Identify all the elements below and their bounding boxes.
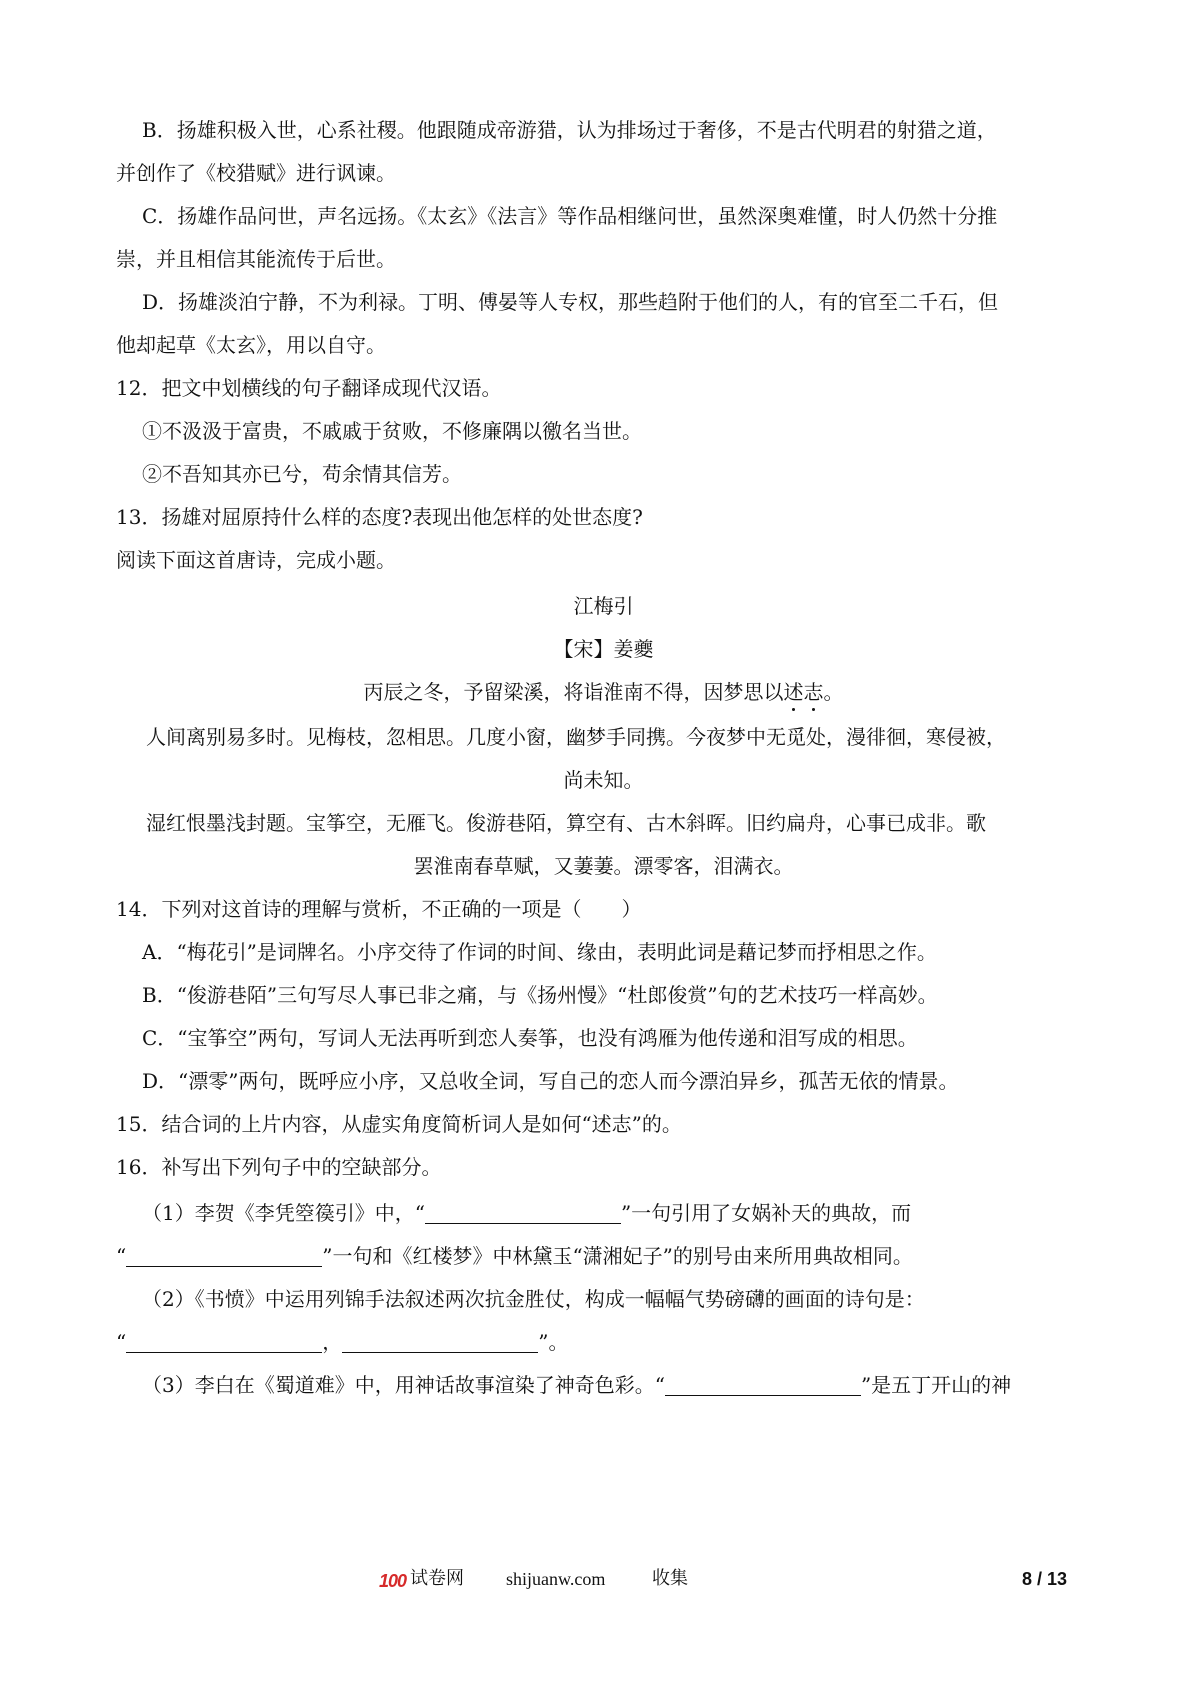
q16-item-1-line2	[116, 1241, 1091, 1271]
q16-item-3-text-a: （3）李白在《蜀道难》中，用神话故事渲染了神奇色彩。“	[142, 1373, 665, 1397]
poem-author: 【宋】姜夔	[553, 637, 654, 661]
q12-stem: 12．把文中划横线的句子翻译成现代汉语。	[116, 376, 502, 400]
q16-item-2-line2	[116, 1327, 1091, 1357]
q16-item-3-text-b: ”是五丁开山的神	[860, 1373, 1012, 1397]
site-logo-text: 试卷网	[410, 1568, 464, 1589]
collect-label: 收集	[652, 1568, 688, 1589]
q16-item-2-line1: （2）《书愤》中运用列锦手法叙述两次抗金胜仗，构成一幅幅气势磅礴的画面的诗句是：	[142, 1287, 925, 1311]
q14-option-a: A．“梅花引”是词牌名。小序交待了作词的时间、缘由，表明此词是藉记梦而抒相思之作。	[142, 940, 937, 964]
q16-item-2-text-d: ”。	[538, 1330, 569, 1354]
q11-option-c-line2: 崇，并且相信其能流传于后世。	[116, 247, 396, 271]
q11-option-d-line1: D．扬雄淡泊宁静，不为利禄。丁明、傅晏等人专权，那些趋附于他们的人，有的官至二千石，但	[142, 290, 999, 314]
q16-item-1-line1	[142, 1198, 1117, 1228]
q11-option-b-line2: 并创作了《校猎赋》进行讽谏。	[116, 161, 396, 185]
q14-option-c: C．“宝筝空”两句，写词人无法再听到恋人奏筝，也没有鸿雁为他传递和泪写成的相思。	[142, 1026, 918, 1050]
site-url[interactable]: shijuanw.com	[506, 1569, 606, 1589]
q12-sentence-2: ②不吾知其亦已兮，苟余情其信芳。	[142, 462, 462, 486]
poem-part2-line2: 罢淮南春草赋，又萋萋。漂零客，泪满衣。	[413, 854, 794, 878]
q16-stem: 16．补写出下列句子中的空缺部分。	[116, 1155, 442, 1179]
q14-option-d: D．“漂零”两句，既呼应小序，又总收全词，写自己的恋人而今漂泊异乡，孤苦无依的情景。	[142, 1069, 959, 1093]
q14-stem: 14．下列对这首诗的理解与赏析，不正确的一项是（ ）	[116, 897, 642, 921]
poem-part1-line1: 人间离别易多时。见梅枝，忽相思。几度小窗，幽梦手同携。今夜梦中无觅处，漫徘徊，寒侵被，	[146, 725, 1006, 749]
poem-part1-line2: 尚未知。	[563, 768, 644, 792]
q16-item-2-text-b: “	[116, 1330, 127, 1354]
poem-part2-line1: 湿红恨墨浅封题。宝筝空，无雁飞。俊游巷陌，算空有、古木斜晖。旧约扁舟，心事已成非。歌	[146, 811, 986, 835]
fill-blank-2[interactable]	[126, 1246, 322, 1267]
fill-blank-4[interactable]	[342, 1332, 538, 1353]
poem-preface	[116, 677, 1091, 707]
poem-preface-text: 丙辰之冬，予留梁溪，将诣淮南不得，因梦思以	[363, 680, 784, 704]
q16-item-1-text-a: （1）李贺《李凭箜篌引》中，“	[142, 1201, 425, 1225]
q16-item-1-text-d: ”一句和《红楼梦》中林黛玉“潇湘妃子”的别号由来所用典故相同。	[322, 1244, 913, 1268]
page-footer	[0, 1564, 1191, 1594]
poem-intro: 阅读下面这首唐诗，完成小题。	[116, 548, 396, 572]
q13-stem: 13．扬雄对屈原持什么样的态度?表现出他怎样的处世态度?	[116, 505, 643, 529]
fill-blank-5[interactable]	[665, 1375, 861, 1396]
q11-option-b-line1: B．扬雄积极入世，心系社稷。他跟随成帝游猎，认为排场过于奢侈，不是古代明君的射猎之道，	[142, 118, 997, 142]
q16-item-1-text-c: “	[116, 1244, 127, 1268]
emphasis-char-1: 述	[783, 680, 804, 704]
q16-item-1-text-b: ”一句引用了女娲补天的典故，而	[620, 1201, 912, 1225]
q15-stem: 15．结合词的上片内容，从虚实角度简析词人是如何“述志”的。	[116, 1112, 682, 1136]
q12-sentence-1: ①不汲汲于富贵，不戚戚于贫败，不修廉隅以徼名当世。	[142, 419, 642, 443]
poem-title: 江梅引	[573, 594, 634, 618]
q11-option-c-line1: C．扬雄作品问世，声名远扬。《太玄》《法言》等作品相继问世，虽然深奥难懂，时人仍然十分推	[142, 204, 998, 228]
q14-option-b: B．“俊游巷陌”三句写尽人事已非之痛，与《扬州慢》“杜郎俊赏”句的艺术技巧一样高妙。	[142, 983, 938, 1007]
fill-blank-1[interactable]	[425, 1203, 621, 1224]
site-logo-mark: 100	[379, 1571, 407, 1591]
page-number: 8 / 13	[1022, 1569, 1068, 1589]
q16-item-2-text-c: ，	[322, 1330, 343, 1354]
q11-option-d-line2: 他却起草《太玄》，用以自守。	[116, 333, 386, 357]
poem-preface-end: 。	[823, 680, 844, 704]
q16-item-3-line1	[142, 1370, 1117, 1400]
emphasis-char-2: 志	[803, 680, 824, 704]
fill-blank-3[interactable]	[126, 1332, 322, 1353]
